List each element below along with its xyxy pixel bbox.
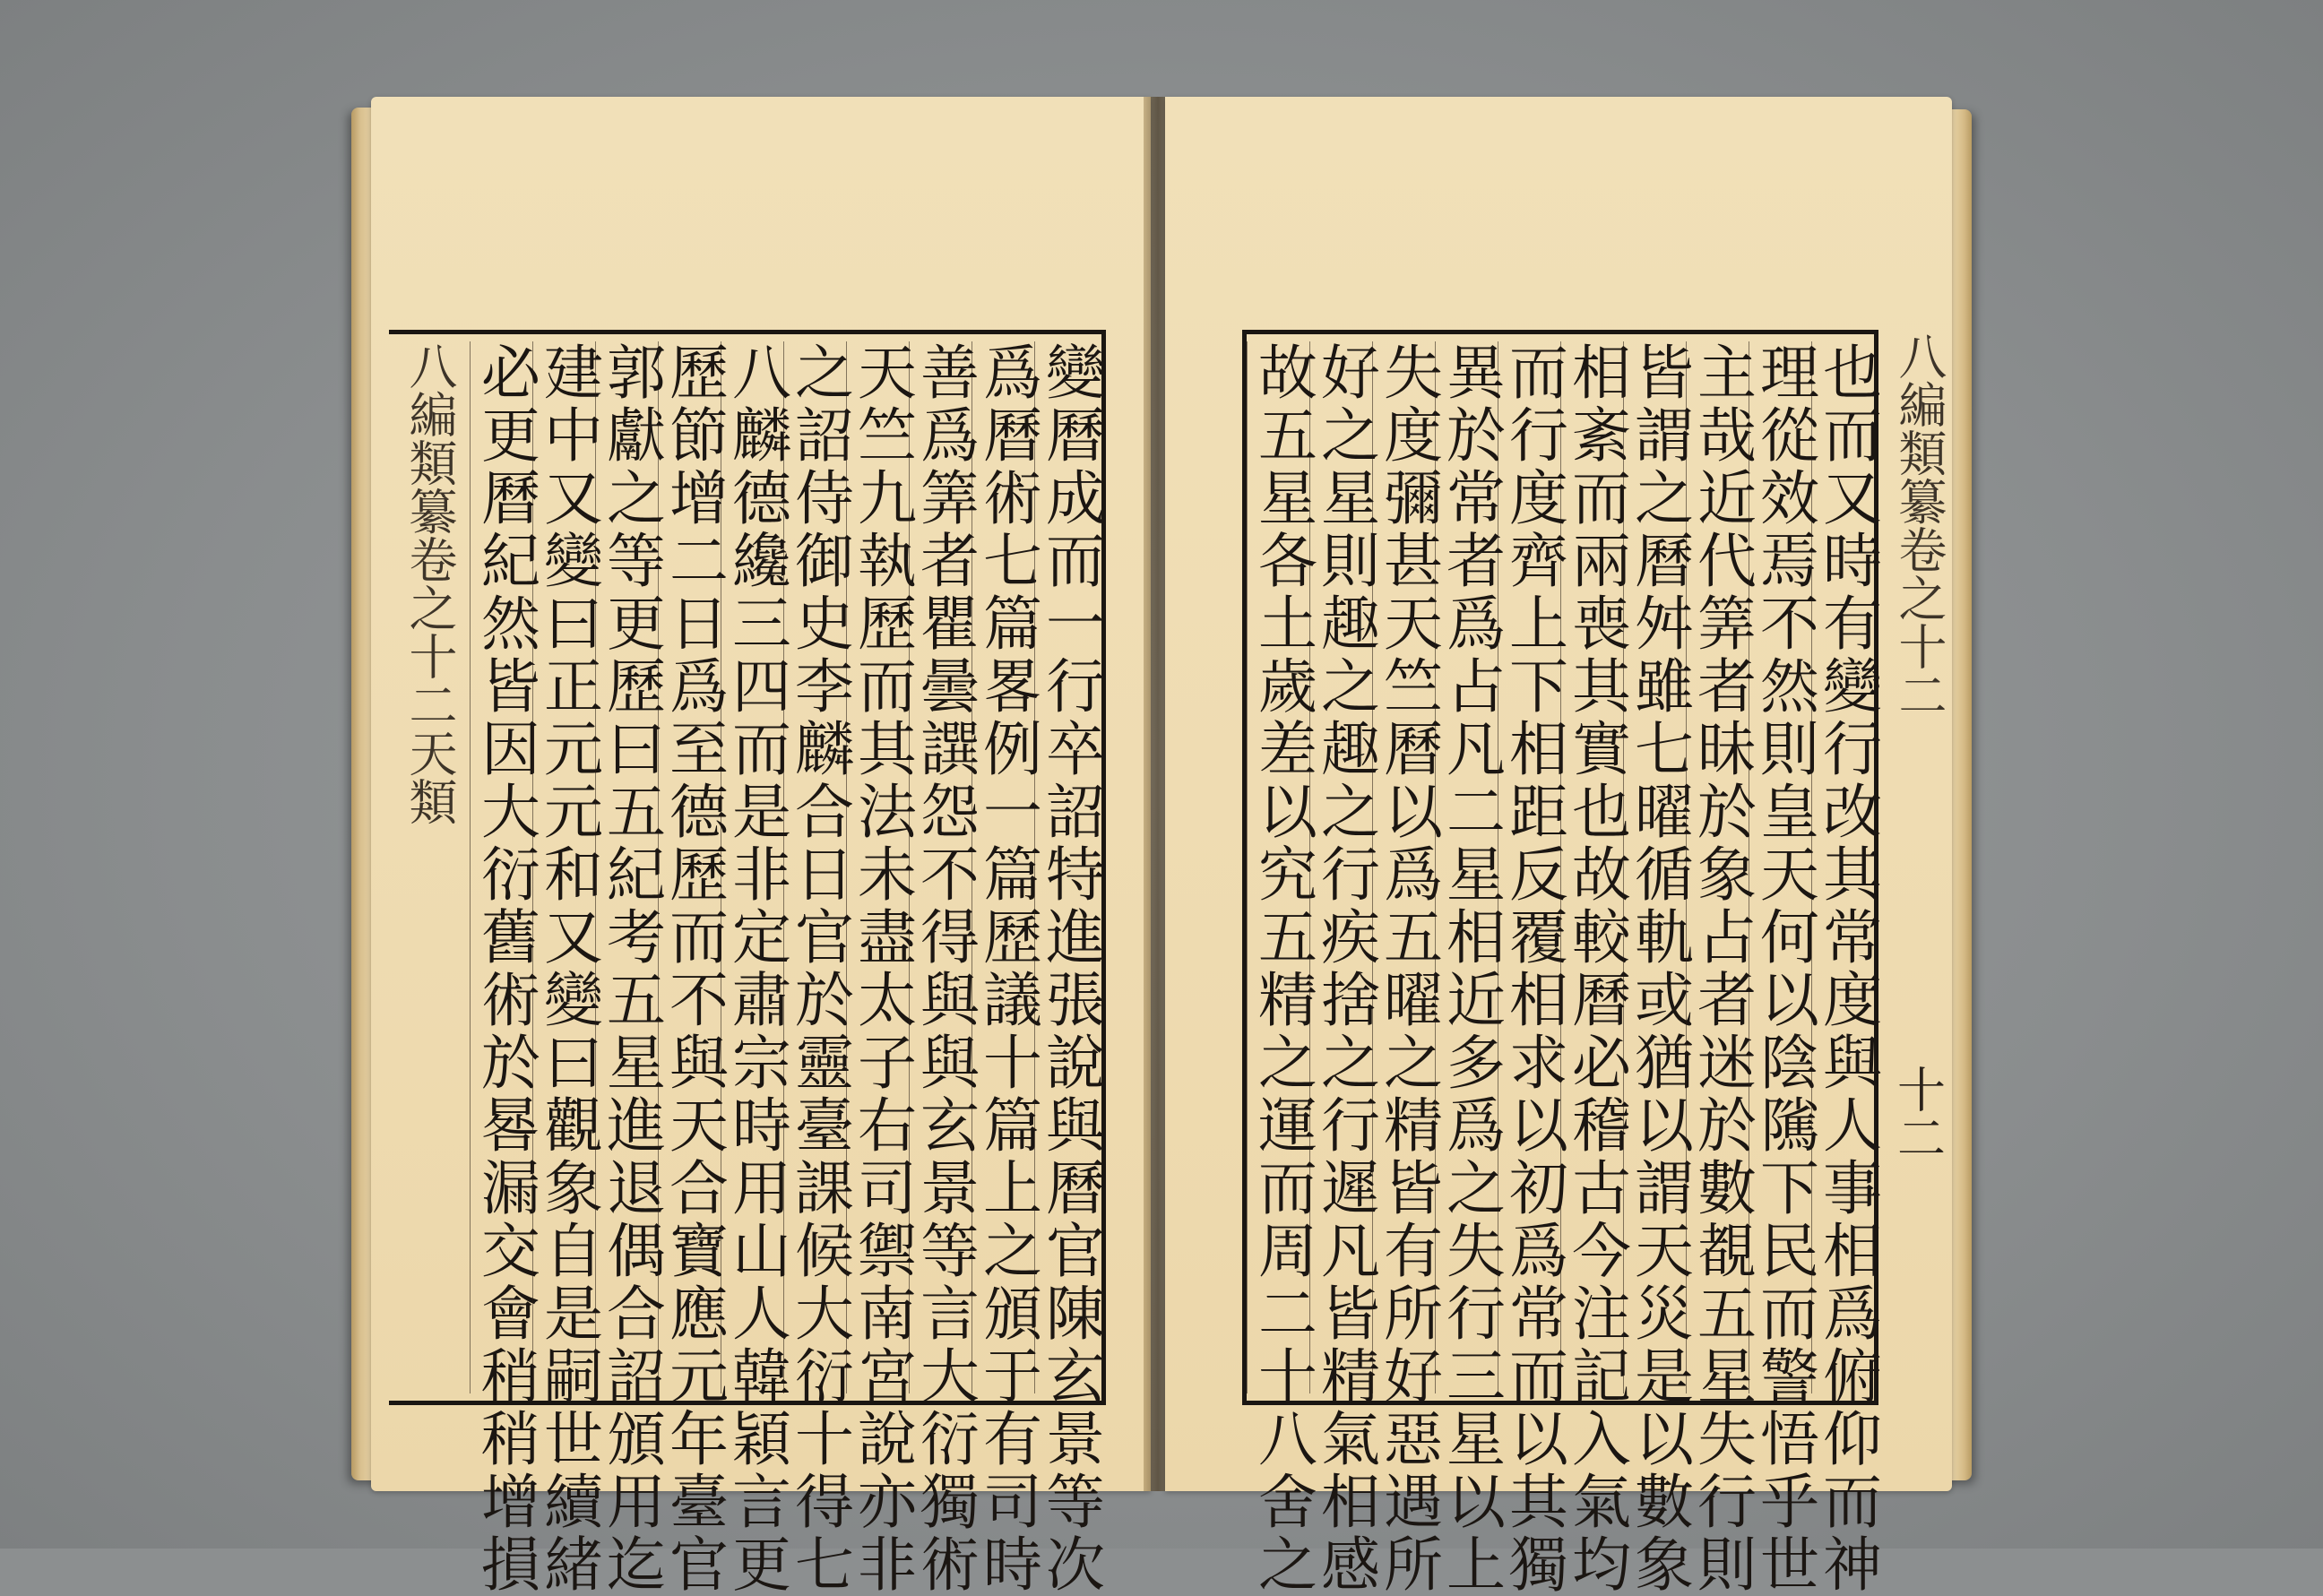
right-col-5: 相紊而兩喪其實也故較曆必稽古今注記入氣均 xyxy=(1561,341,1631,1596)
right-col-1: 也而又時有變行改其常度與人事相爲俯仰而神 xyxy=(1812,341,1882,1596)
right-col-4: 皆謂之曆舛雖七曜循軌或猶以謂天災是以數象 xyxy=(1624,341,1694,1596)
left-col-1: 變曆成而一行卒詔特進張說與曆官陳玄景等次 xyxy=(1035,341,1105,1596)
right-banxin-text: 八編類纂卷之十二 xyxy=(1891,332,1947,719)
left-col-8: 郭獻之等更歷曰五紀考五星進退偶合詔頒用迄 xyxy=(596,341,666,1596)
right-col-9: 好之星則趣之趣之行疾捨之行遲凡皆精氣相感 xyxy=(1310,341,1380,1596)
right-col-3: 主哉近代筭者昧於象占者迷於數覩五星失行則 xyxy=(1687,341,1757,1596)
right-banxin xyxy=(1878,332,1959,1403)
right-col-2: 理從效焉不然則皇天何以陰隲下民而警悟乎世 xyxy=(1749,341,1819,1596)
left-page-frame xyxy=(389,330,1106,1596)
right-page xyxy=(1165,97,1952,1596)
left-col-10: 必更曆紀然皆因大衍舊術於晷漏交會稍稍增損 xyxy=(471,341,540,1596)
left-col-2: 爲曆術七篇畧例一篇歷議十篇上之頒于有司時 xyxy=(972,341,1042,1596)
folio-number: 十二 xyxy=(1889,1065,1947,1161)
left-banxin-text: 八編類纂卷之十二天類 xyxy=(402,341,458,825)
left-col-9: 建中又變曰正元元和又變曰觀象自是嗣世續緒 xyxy=(533,341,603,1596)
open-book xyxy=(351,97,1972,1596)
right-col-8: 失度彌甚天竺曆以爲五曜之精皆有所好惡遇所 xyxy=(1373,341,1443,1596)
left-banxin xyxy=(389,341,470,1393)
left-col-3: 善爲筭者瞿曇譔怨不得與與玄景等言大衍獨術 xyxy=(910,341,980,1596)
left-col-5: 之詔侍御史李麟合日官於靈臺課候大衍十得七 xyxy=(784,341,854,1596)
right-page-frame xyxy=(1242,330,1882,1596)
right-col-7: 異於常者爲占凡二星相近多爲之失行三星以上 xyxy=(1436,341,1506,1596)
right-col-10: 故五星各土歲差以究五精之運而周二十八舍之 xyxy=(1248,341,1317,1596)
left-col-6: 八麟德纔三四而是非定肅宗時用山人韓穎言更 xyxy=(721,341,791,1596)
left-page xyxy=(371,97,1151,1596)
left-col-4: 天竺九執歷而其法未盡太子右司禦南宮說亦非 xyxy=(847,341,917,1596)
left-col-7: 歷節增二日爲至德歷而不與天合寶應元年臺官 xyxy=(659,341,729,1596)
right-col-6: 而行度齊上下相距反覆相求以初爲常而以其獨 xyxy=(1498,341,1568,1596)
